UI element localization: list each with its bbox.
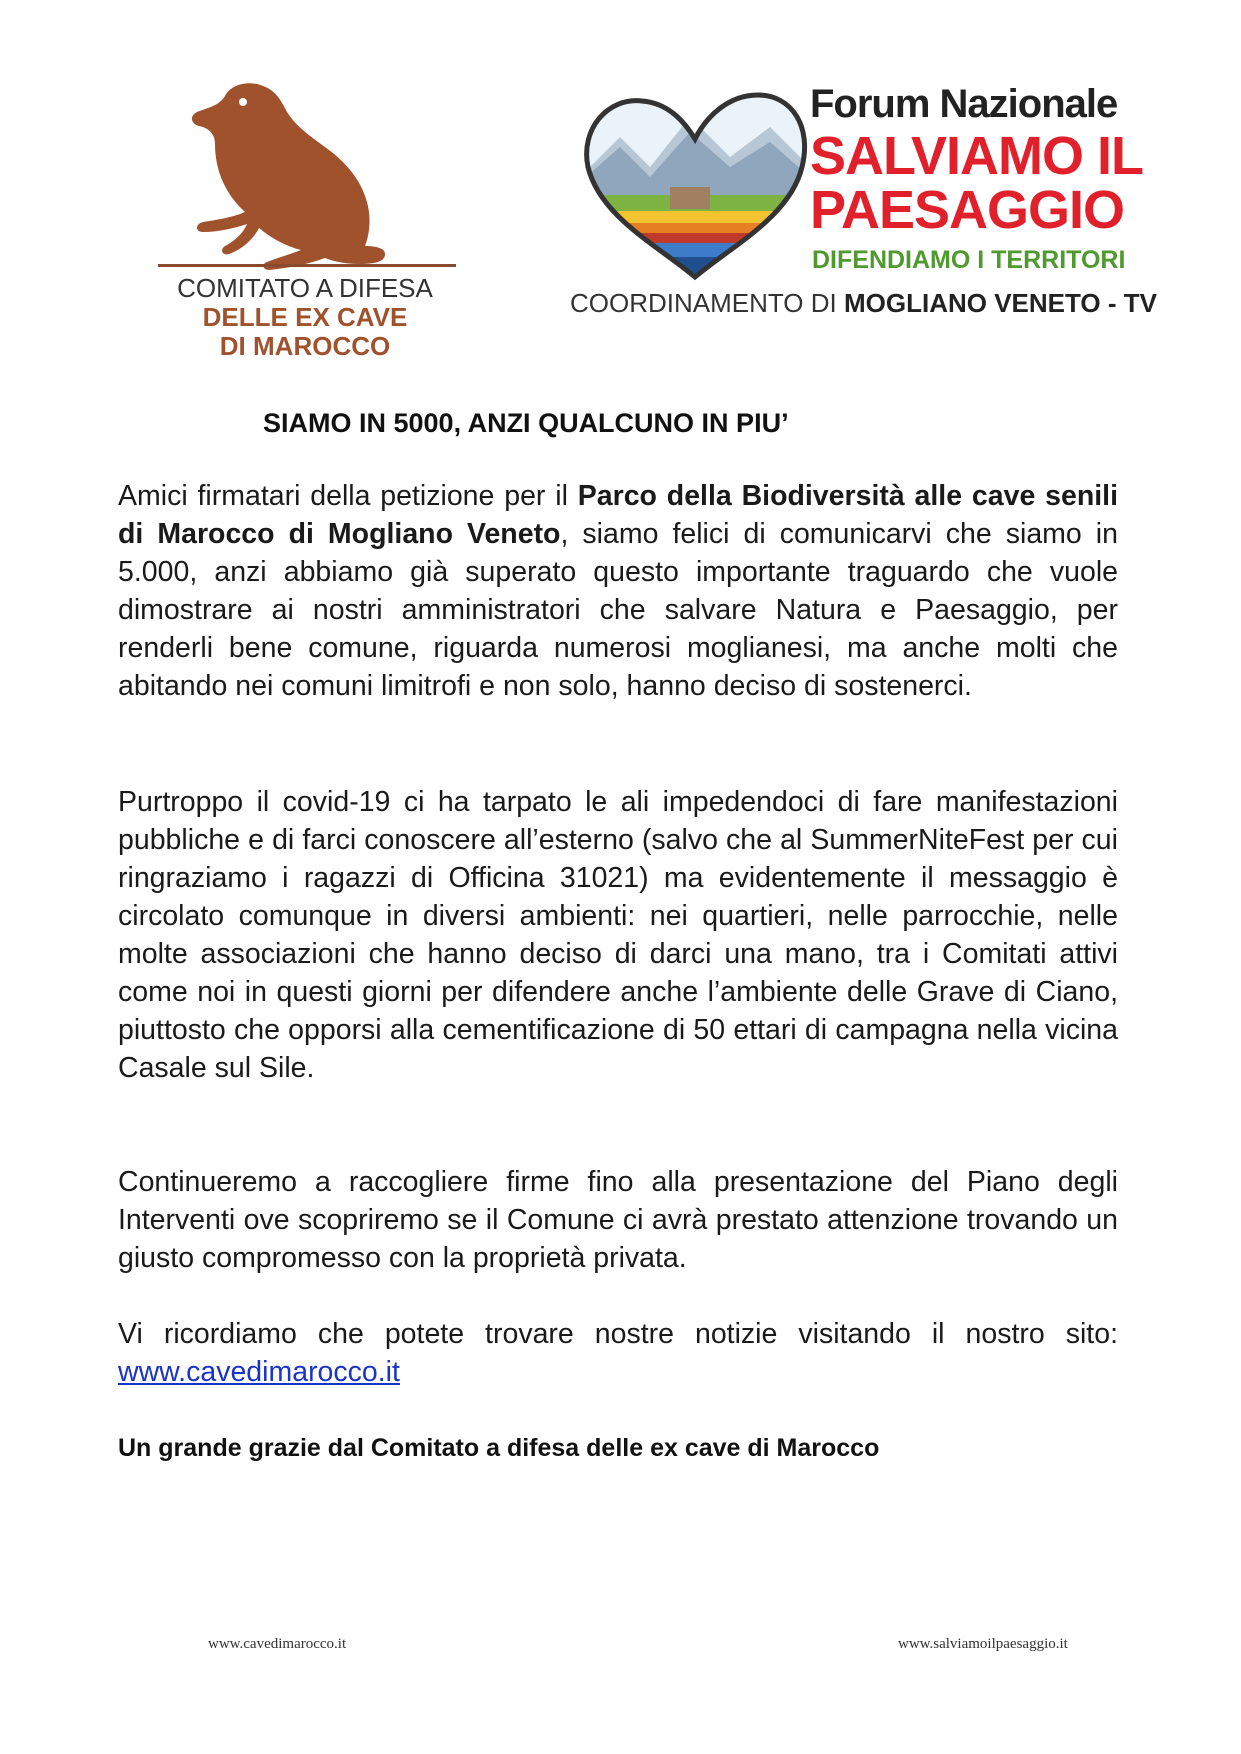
frog-logo-icon — [185, 78, 415, 278]
thanks-line: Un grande grazie dal Comitato a difesa delle ex cave di Marocco — [118, 1434, 880, 1462]
coord-place: MOGLIANO VENETO - TV — [844, 288, 1157, 318]
paragraph-3: Continueremo a raccogliere firme fino alla presentazione del Piano degli Interventi ove scopriremo se il Comune ci avrà prestato attenzione trovando un giusto compromesso con la proprietà privata. — [118, 1166, 1118, 1274]
logo-forum-nazionale — [570, 82, 1180, 332]
logo-text — [150, 274, 460, 361]
logo-line-3: DI MAROCCO — [219, 331, 391, 361]
logo-line-1: COMITATO A DIFESA — [177, 273, 433, 303]
paragraph-4 — [118, 1315, 1118, 1391]
coordinamento-text — [570, 288, 1157, 319]
p1-post: , siamo felici di comunicarvi che siamo in 5.000, anzi abbiamo già superato questo importante traguardo che vuole dimostrare ai nostri amministratori che salvare Natura e Paesaggio, per renderli bene comune, riguarda numerosi moglianesi, ma anche molti che abitando nei comuni limitrofi e non solo, hanno deciso di sostenerci. — [118, 518, 1118, 702]
p1-bold: Parco della Biodiversità alle cave senili di Marocco di Mogliano Veneto — [118, 480, 1119, 550]
difendiamo-text: DIFENDIAMO I TERRITORI — [812, 246, 1126, 274]
forum-title: Forum Nazionale — [810, 82, 1118, 126]
website-link[interactable]: www.cavedimarocco.it — [118, 1356, 400, 1388]
footer-right-url: www.salviamoilpaesaggio.it — [898, 1636, 1068, 1652]
logo-divider — [158, 264, 456, 267]
paragraph-1 — [118, 477, 1118, 705]
footer-left-url: www.cavedimarocco.it — [208, 1636, 347, 1652]
logo-line-2: DELLE EX CAVE — [202, 302, 408, 332]
heart-landscape-icon — [580, 87, 810, 282]
paesaggio-text: PAESAGGIO — [810, 180, 1125, 240]
page-title: SIAMO IN 5000, ANZI QUALCUNO IN PIU’ — [263, 408, 789, 438]
paragraph-2: Purtroppo il covid-19 ci ha tarpato le ali impedendoci di fare manifestazioni pubbliche e di farci conoscere all’esterno (salvo che al SummerNiteFest per cui ringraziamo i ragazzi di Officina 31021) ma evidentemente il messaggio è circolato comunque in diversi ambienti: nei quartieri, nelle parrocchie, nelle molte associazioni che hanno deciso di darci una mano, tra i Comitati attivi come noi in questi giorni per difendere anche l’ambiente delle Grave di Ciano, piuttosto che opporsi alla cementificazione di 50 ettari di campagna nella vicina Casale sul Sile. — [118, 786, 1118, 1084]
coord-prefix: COORDINAMENTO DI — [570, 288, 837, 318]
p4-text: Vi ricordiamo che potete trovare nostre notizie visitando il nostro sito: — [118, 1318, 1118, 1350]
p1-pre: Amici firmatari della petizione per il — [118, 480, 578, 512]
logo-comitato — [150, 78, 460, 378]
salviamo-text: SALVIAMO IL — [810, 126, 1143, 186]
